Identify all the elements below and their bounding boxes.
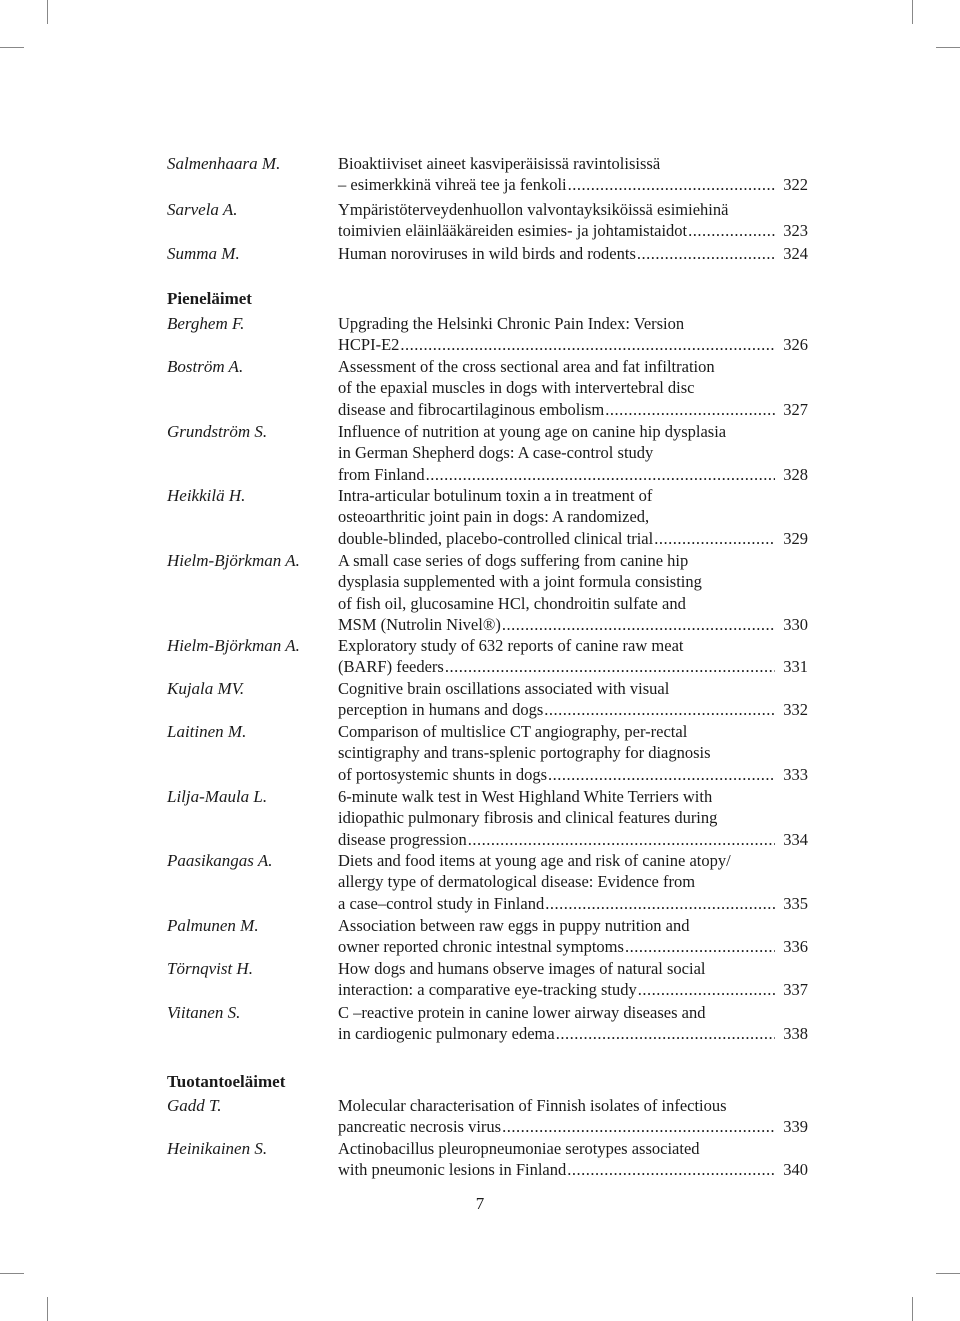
toc-title-line: idiopathic pulmonary fibrosis and clinical features during (338, 808, 718, 828)
toc-title-line: a case–control study in Finland (338, 893, 545, 913)
toc-title-last-line (338, 829, 808, 850)
toc-title-line: owner reported chronic intestnal symptoms (338, 937, 624, 957)
dot-leader (400, 334, 775, 355)
toc-title-last-line (338, 243, 808, 264)
toc-author: Berghem F. (167, 314, 245, 333)
toc-title-line: Association between raw eggs in puppy nutrition and (338, 916, 690, 935)
page-number: 7 (475, 1194, 485, 1213)
toc-title-last-line (338, 614, 808, 635)
toc-title-last-line (338, 528, 808, 549)
toc-title-line: disease progression (338, 829, 467, 849)
toc-page-number: 338 (783, 1024, 808, 1044)
toc-author: Paasikangas A. (167, 851, 273, 870)
toc-page-number: 332 (783, 700, 808, 720)
toc-entry-title (338, 153, 808, 196)
toc-author: Gadd T. (167, 1096, 222, 1115)
toc-author: Summa M. (167, 244, 240, 263)
toc-title-line: Intra-articular botulinum toxin a in treatment of (338, 486, 653, 505)
toc-title-line: How dogs and humans observe images of natural social (338, 959, 706, 978)
toc-page-number: 337 (783, 980, 808, 1000)
toc-title-line: Diets and food items at young age and risk of canine atopy/ (338, 851, 731, 870)
toc-title-line: C –reactive protein in canine lower airway diseases and (338, 1003, 706, 1022)
toc-title-line: Actinobacillus pleuropneumoniae serotypes associated (338, 1139, 700, 1158)
toc-title-last-line (338, 399, 808, 420)
toc-page-number: 336 (783, 937, 808, 957)
toc-author: Salmenhaara M. (167, 154, 281, 173)
toc-author: Grundström S. (167, 422, 268, 441)
dot-leader (625, 936, 775, 957)
dot-leader (605, 399, 775, 420)
toc-entry-title (338, 421, 808, 485)
toc-page-number: 340 (783, 1160, 808, 1180)
toc-author: Viitanen S. (167, 1003, 241, 1022)
toc-title-line: 6-minute walk test in West Highland White Terriers with (338, 787, 713, 806)
toc-title-line: toimivien eläinlääkäreiden esimies- ja johtamistaidot (338, 221, 688, 241)
toc-title-line: of portosystemic shunts in dogs (338, 764, 547, 784)
dot-leader (556, 1023, 775, 1044)
dot-leader (545, 893, 775, 914)
toc-page-number: 323 (783, 221, 808, 241)
toc-title-line: double-blinded, placebo-controlled clinical trial (338, 528, 654, 548)
toc-title-line: MSM (Nutrolin Nivel®) (338, 614, 501, 634)
toc-author: Heinikainen S. (167, 1139, 268, 1158)
toc-page-number: 324 (783, 244, 808, 263)
dot-leader (638, 979, 775, 1000)
toc-title-line: Bioaktiiviset aineet kasviperäisissä ravintolisissä (338, 154, 661, 173)
dot-leader (468, 829, 775, 850)
toc-entry-title (338, 1095, 808, 1138)
toc-page-number: 326 (783, 335, 808, 355)
toc-title-last-line (338, 1159, 808, 1180)
dot-leader (567, 1159, 775, 1180)
dot-leader (568, 174, 775, 195)
toc-title-line: Cognitive brain oscillations associated with visual (338, 679, 670, 698)
toc-title-line: allergy type of dermatological disease: Evidence from (338, 872, 696, 892)
toc-entry-title (338, 1138, 808, 1181)
toc-title-line: – esimerkkinä vihreä tee ja fenkoli (338, 175, 567, 195)
toc-title-line: Molecular characterisation of Finnish isolates of infectious (338, 1096, 727, 1115)
toc-author: Palmunen M. (167, 916, 259, 935)
toc-page-number: 322 (783, 175, 808, 195)
toc-entry-title (338, 635, 808, 678)
toc-entry-title (338, 550, 808, 635)
toc-title-line: Influence of nutrition at young age on canine hip dysplasia (338, 422, 727, 441)
dot-leader (502, 614, 775, 635)
toc-entry-title (338, 721, 808, 785)
dot-leader (637, 243, 775, 264)
dot-leader (544, 699, 775, 720)
toc-title-line: disease and fibrocartilaginous embolism (338, 399, 605, 419)
toc-title-line: Exploratory study of 632 reports of canine raw meat (338, 636, 684, 655)
toc-entry-title (338, 313, 808, 356)
section-heading-pienelaimet: Pieneläimet (167, 289, 252, 308)
toc-author: Hielm-Björkman A. (167, 636, 300, 655)
toc-title-last-line (338, 1023, 808, 1044)
toc-page-number: 333 (783, 764, 808, 784)
dot-leader (502, 1116, 775, 1137)
section-heading-tuotantoelaimet: Tuotantoeläimet (167, 1072, 286, 1091)
toc-title-last-line (338, 764, 808, 785)
toc-entry-title (338, 243, 808, 264)
toc-title-line: in German Shepherd dogs: A case-control study (338, 443, 654, 463)
toc-title-line: with pneumonic lesions in Finland (338, 1160, 567, 1180)
toc-title-line: scintigraphy and trans-splenic portography for diagnosis (338, 743, 711, 763)
toc-entry-title (338, 356, 808, 420)
toc-author: Törnqvist H. (167, 959, 253, 978)
toc-title-last-line (338, 464, 808, 485)
dot-leader (426, 464, 775, 485)
toc-entry-title (338, 958, 808, 1001)
toc-page-number: 330 (783, 614, 808, 634)
dot-leader (445, 656, 775, 677)
toc-title-line: interaction: a comparative eye-tracking study (338, 980, 637, 1000)
toc-title-line: (BARF) feeders (338, 657, 444, 677)
toc-entry-title (338, 1002, 808, 1045)
toc-page-number: 329 (783, 528, 808, 548)
toc-title-line: pancreatic necrosis virus (338, 1117, 502, 1137)
toc-title-line: perception in humans and dogs (338, 700, 544, 720)
toc-title-line: Assessment of the cross sectional area and fat infiltration (338, 357, 715, 376)
toc-entry-title (338, 850, 808, 914)
toc-title-line: Human noroviruses in wild birds and rodents (338, 244, 636, 263)
toc-title-line: from Finland (338, 464, 425, 484)
toc-page-number: 327 (783, 399, 808, 419)
toc-title-line: osteoarthritic joint pain in dogs: A randomized, (338, 507, 650, 527)
toc-page-number: 328 (783, 464, 808, 484)
toc-title-last-line (338, 220, 808, 241)
toc-title-last-line (338, 334, 808, 355)
toc-title-line: in cardiogenic pulmonary edema (338, 1024, 555, 1044)
toc-title-line: HCPI-E2 (338, 335, 400, 355)
toc-title-last-line (338, 1116, 808, 1137)
dot-leader (688, 220, 775, 241)
toc-author: Kujala MV. (167, 679, 245, 698)
toc-title-line: Comparison of multislice CT angiography, per-rectal (338, 722, 688, 741)
toc-title-line: Upgrading the Helsinki Chronic Pain Index: Version (338, 314, 685, 333)
toc-page-number: 339 (783, 1117, 808, 1137)
toc-author: Laitinen M. (167, 722, 247, 741)
toc-author: Lilja-Maula L. (167, 787, 268, 806)
toc-page-number: 334 (783, 829, 808, 849)
toc-entry-title (338, 199, 808, 242)
toc-title-last-line (338, 979, 808, 1000)
toc-entry-title (338, 915, 808, 958)
toc-title-line: A small case series of dogs suffering from canine hip (338, 551, 689, 570)
toc-entry-title (338, 485, 808, 549)
dot-leader (654, 528, 775, 549)
toc-title-line: Ympäristöterveydenhuollon valvontayksiköissä esimiehinä (338, 200, 729, 219)
toc-author: Hielm-Björkman A. (167, 551, 300, 570)
toc-entry-title (338, 678, 808, 721)
toc-title-line: of fish oil, glucosamine HCl, chondroitin sulfate and (338, 593, 686, 613)
toc-title-last-line (338, 656, 808, 677)
toc-title-last-line (338, 936, 808, 957)
toc-entry-title (338, 786, 808, 850)
toc-author: Sarvela A. (167, 200, 238, 219)
toc-title-line: dysplasia supplemented with a joint formula consisting (338, 572, 702, 592)
toc-title-line: of the epaxial muscles in dogs with intervertebral disc (338, 378, 695, 398)
toc-page-number: 335 (783, 893, 808, 913)
toc-page-number: 331 (783, 657, 808, 677)
dot-leader (548, 764, 775, 785)
toc-title-last-line (338, 699, 808, 720)
toc-author: Heikkilä H. (167, 486, 246, 505)
toc-title-last-line (338, 893, 808, 914)
toc-title-last-line (338, 174, 808, 195)
toc-author: Boström A. (167, 357, 244, 376)
